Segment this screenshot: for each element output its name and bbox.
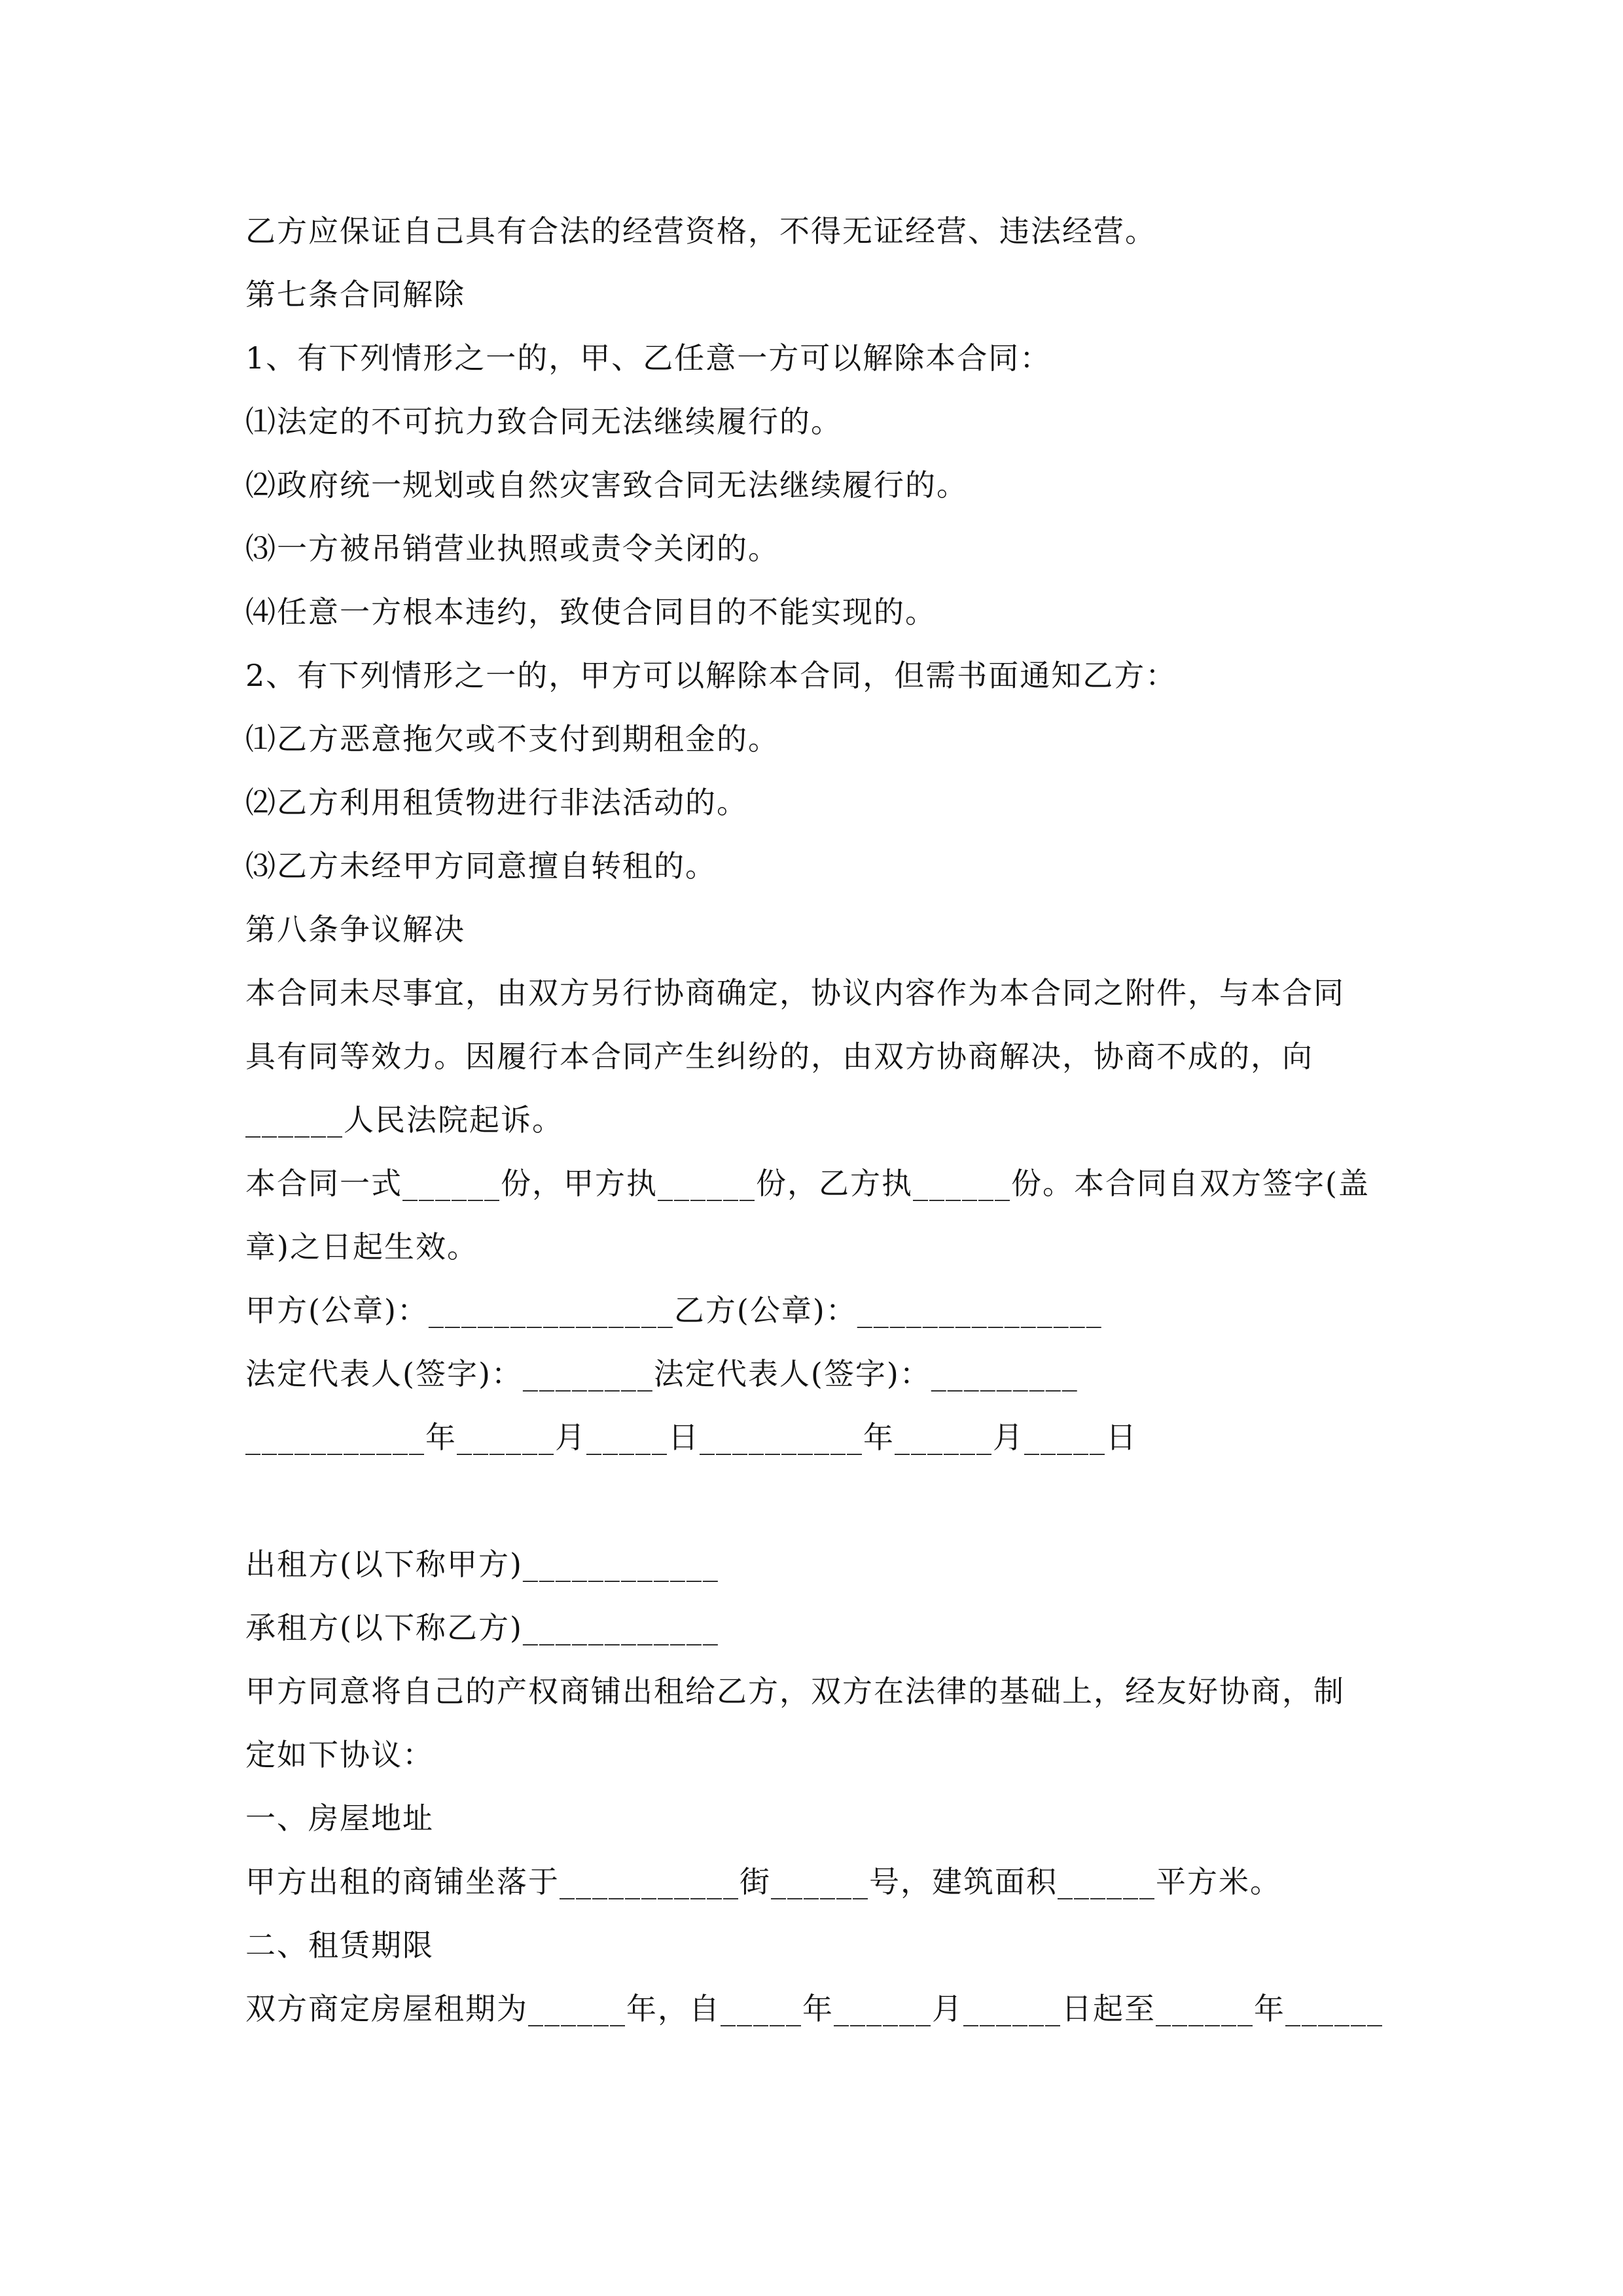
signature-seals: 甲方(公章)：_______________乙方(公章)：_______________ (245, 1293, 1103, 1328)
termination-either-party: 1、有下列情形之一的，甲、乙任意一方可以解除本合同： (245, 340, 1052, 376)
address-text: 甲方出租的商铺坐落于___________街______号，建筑面积______平方米。 (245, 1864, 1281, 1899)
lessor-line: 出租方(以下称甲方)____________ (245, 1547, 719, 1582)
termination-item-3: ⑶一方被吊销营业执照或责令关闭的。 (245, 531, 779, 566)
termination-party-a: 2、有下列情形之一的，甲方可以解除本合同，但需书面通知乙方： (245, 658, 1177, 693)
lessee-line: 承租方(以下称乙方)____________ (245, 1610, 719, 1645)
agreement-intro-1: 甲方同意将自己的产权商铺出租给乙方，双方在法律的基础上，经友好协商，制 (245, 1674, 1345, 1709)
termination-a-item-2: ⑵乙方利用租赁物进行非法活动的。 (245, 785, 748, 820)
section-address-heading: 一、房屋地址 (245, 1801, 434, 1836)
term-text: 双方商定房屋租期为______年，自_____年______月______日起至______年______ (245, 1991, 1383, 2026)
agreement-intro-2: 定如下协议： (245, 1737, 434, 1772)
article-7-heading: 第七条合同解除 (245, 277, 465, 312)
copies-text-1: 本合同一式______份，甲方执______份，乙方执______份。本合同自双方签字(盖 (245, 1166, 1370, 1201)
termination-item-2: ⑵政府统一规划或自然灾害致合同无法继续履行的。 (245, 467, 968, 503)
termination-a-item-1: ⑴乙方恶意拖欠或不支付到期租金的。 (245, 721, 779, 757)
copies-text-2: 章)之日起生效。 (245, 1229, 478, 1265)
dispute-text-3: ______人民法院起诉。 (245, 1102, 563, 1138)
article-8-heading: 第八条争议解决 (245, 912, 465, 947)
signature-dates: ___________年______月_____日__________年______月_____日 (245, 1420, 1137, 1455)
dispute-text-2: 具有同等效力。因履行本合同产生纠纷的，由双方协商解决，协商不成的，向 (245, 1039, 1313, 1074)
termination-a-item-3: ⑶乙方未经甲方同意擅自转租的。 (245, 848, 717, 884)
section-term-heading: 二、租赁期限 (245, 1928, 434, 1963)
dispute-text-1: 本合同未尽事宜，由双方另行协商确定，协议内容作为本合同之附件，与本合同 (245, 975, 1345, 1011)
termination-item-4: ⑷任意一方根本违约，致使合同目的不能实现的。 (245, 594, 936, 630)
clause-qualification: 乙方应保证自己具有合法的经营资格，不得无证经营、违法经营。 (245, 213, 1156, 249)
signature-representatives: 法定代表人(签字)：________法定代表人(签字)：_________ (245, 1356, 1079, 1391)
termination-item-1: ⑴法定的不可抗力致合同无法继续履行的。 (245, 404, 842, 439)
